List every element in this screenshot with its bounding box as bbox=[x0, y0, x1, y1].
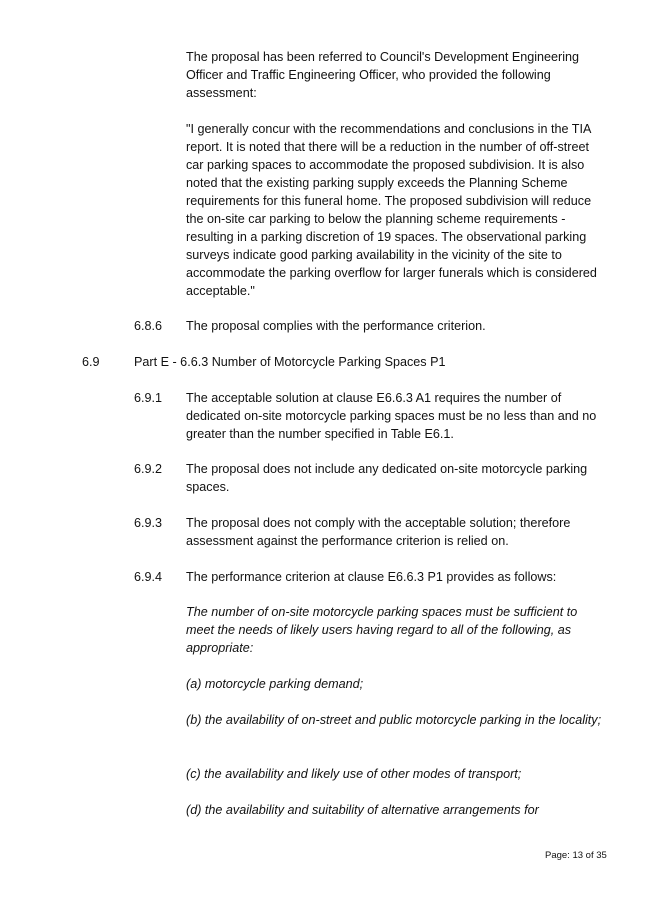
criterion-intro: The number of on-site motorcycle parking spaces must be sufficient to meet the needs of likely users having regard to all of the following, as appropriate: bbox=[186, 605, 578, 655]
page-number-footer: Page: 13 of 35 bbox=[545, 850, 607, 861]
item-number-6-9-4: 6.9.4 bbox=[134, 570, 163, 584]
intro-paragraph: The proposal has been referred to Council's Development Engineering Officer and Traffic Engineering Officer, who provided the following assessment: bbox=[186, 50, 580, 100]
item-text-6-8-6: The proposal complies with the performance criterion. bbox=[186, 319, 486, 333]
item-number-6-9-2: 6.9.2 bbox=[134, 462, 163, 476]
item-number-6-8-6: 6.8.6 bbox=[134, 319, 163, 333]
item-text-6-9-1: The acceptable solution at clause E6.6.3 A1 requires the number of dedicated on-site motorcycle parking spaces must be no less than and no greater than the number specified in Table E6.1. bbox=[186, 391, 597, 441]
criterion-b: (b) the availability of on-street and public motorcycle parking in the locality; bbox=[186, 713, 602, 727]
criterion-a: (a) motorcycle parking demand; bbox=[186, 677, 364, 691]
engineering-quote-paragraph: "I generally concur with the recommendations and conclusions in the TIA report. It is noted that there will be a reduction in the number of off-street car parking spaces to accommodate the proposed subdivision. It is also noted that the existing parking supply exceeds the Planning Scheme requirements for this funeral home. The proposed subdivision will reduce the on-site car parking to below the planning scheme requirements - resulting in a parking discretion of 19 spaces. The observational parking surveys indicate good parking availability in the vicinity of the site to accommodate the parking overflow for larger funerals which is considered acceptable." bbox=[186, 122, 597, 298]
criterion-c: (c) the availability and likely use of other modes of transport; bbox=[186, 767, 522, 781]
item-number-6-9-1: 6.9.1 bbox=[134, 391, 163, 405]
item-text-6-9-2: The proposal does not include any dedicated on-site motorcycle parking spaces. bbox=[186, 462, 588, 494]
section-heading-6-9: Part E - 6.6.3 Number of Motorcycle Parking Spaces P1 bbox=[134, 355, 446, 369]
section-number-6-9: 6.9 bbox=[82, 355, 100, 369]
criterion-d: (d) the availability and suitability of alternative arrangements for bbox=[186, 803, 539, 817]
item-number-6-9-3: 6.9.3 bbox=[134, 516, 163, 530]
item-text-6-9-3: The proposal does not comply with the acceptable solution; therefore assessment against the performance criterion is relied on. bbox=[186, 516, 571, 548]
item-text-6-9-4: The performance criterion at clause E6.6.3 P1 provides as follows: bbox=[186, 570, 557, 584]
